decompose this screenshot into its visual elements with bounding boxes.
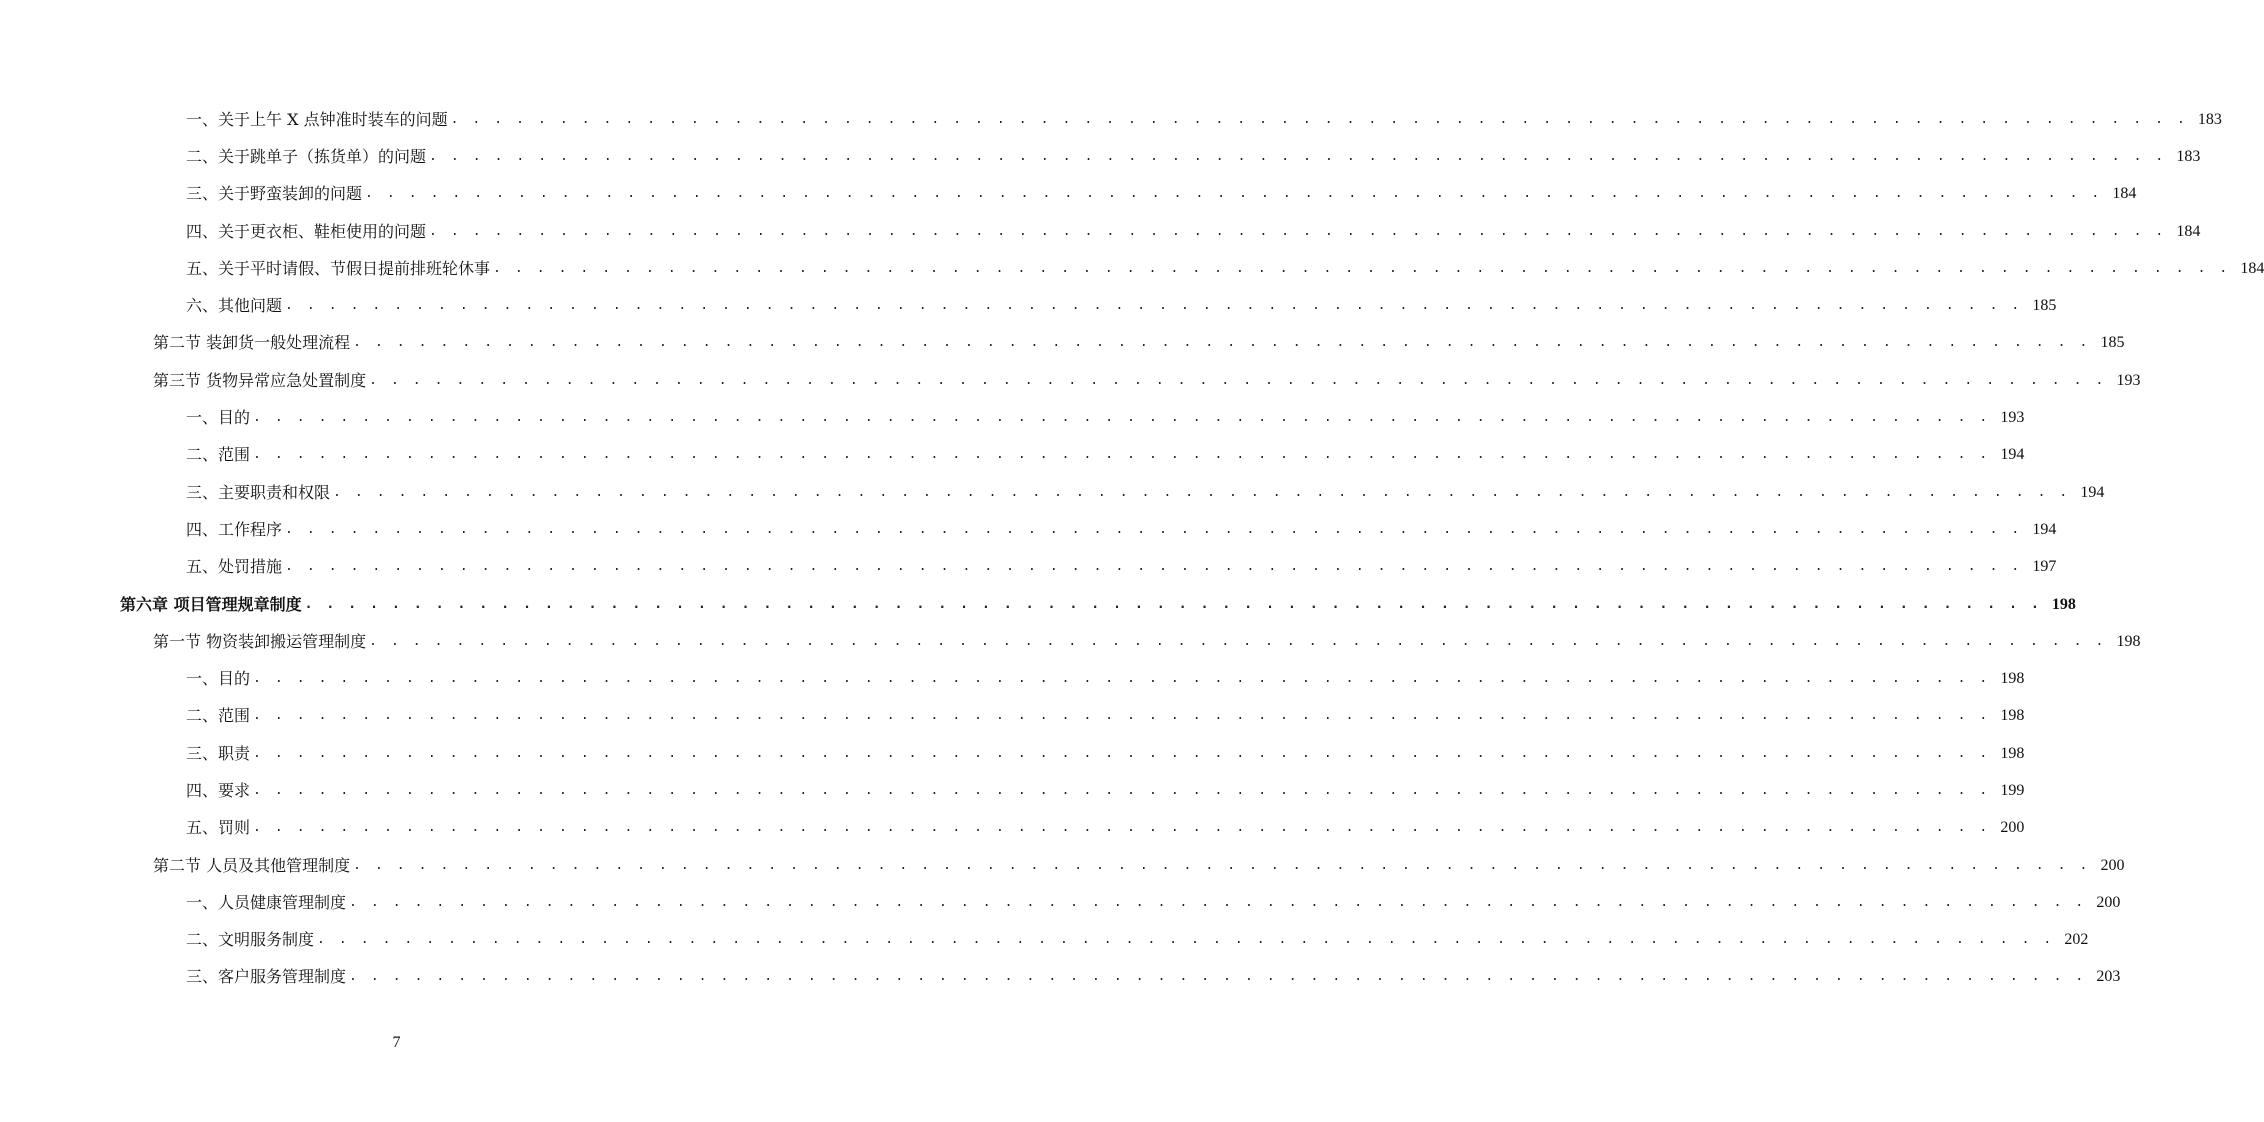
dot-leader: . . . . . . . . . . . . . . . . . . . . . . . . . . . . . . . . . . . . . . . . . . . . . . . . . . . . . . . . . . . . . . . . . . . . . . . . . . . . . . . .: [253, 671, 1991, 687]
table-of-contents: [0, 101, 2264, 996]
toc-entry-page-number: 200: [2000, 819, 2025, 837]
toc-entry-title: 一、关于上午 X 点钟准时装车的问题: [186, 110, 451, 130]
toc-entry-title: 一、目的: [186, 408, 253, 428]
toc-entry-item[interactable]: [0, 922, 2089, 959]
toc-entry-section[interactable]: [0, 362, 2141, 399]
toc-entry-page-number: 184: [2240, 259, 2264, 277]
toc-entry-title: 四、要求: [186, 781, 253, 801]
dot-leader: . . . . . . . . . . . . . . . . . . . . . . . . . . . . . . . . . . . . . . . . . . . . . . . . . . . . . . . . . . . . . . . . . . . . . . . . . . . . . . . .: [349, 894, 2087, 910]
dot-leader: . . . . . . . . . . . . . . . . . . . . . . . . . . . . . . . . . . . . . . . . . . . . . . . . . . . . . . . . . . . . . . . . . . . . . . . . . . . . . . . .: [429, 223, 2167, 239]
toc-entry-section[interactable]: [0, 847, 2125, 884]
dot-leader: . . . . . . . . . . . . . . . . . . . . . . . . . . . . . . . . . . . . . . . . . . . . . . . . . . . . . . . . . . . . . . . . . . . . . . . . . . . . . . . .: [253, 410, 1991, 426]
dot-leader: . . . . . . . . . . . . . . . . . . . . . . . . . . . . . . . . . . . . . . . . . . . . . . . . . . . . . . . . . . . . . . . . . . . . . . . . . . . . . . . .: [493, 260, 2231, 276]
toc-entry-page-number: 194: [2032, 520, 2057, 538]
dot-leader: . . . . . . . . . . . . . . . . . . . . . . . . . . . . . . . . . . . . . . . . . . . . . . . . . . . . . . . . . . . . . . . . . . . . . . . . . . . . . . . .: [353, 335, 2091, 351]
toc-entry-title: 一、目的: [186, 669, 253, 689]
toc-entry-title: 五、处罚措施: [186, 557, 285, 577]
toc-entry-title: 第三节 货物异常应急处置制度: [153, 371, 369, 391]
dot-leader: . . . . . . . . . . . . . . . . . . . . . . . . . . . . . . . . . . . . . . . . . . . . . . . . . . . . . . . . . . . . . . . . . . . . . . . . . . . . . . . .: [285, 521, 2023, 537]
dot-leader: . . . . . . . . . . . . . . . . . . . . . . . . . . . . . . . . . . . . . . . . . . . . . . . . . . . . . . . . . . . . . . . . . . . . . . . . . . . . . . . .: [285, 559, 2023, 575]
dot-leader: . . . . . . . . . . . . . . . . . . . . . . . . . . . . . . . . . . . . . . . . . . . . . . . . . . . . . . . . . . . . . . . . . . . . . . . . . . . . . . . .: [253, 708, 1991, 724]
toc-entry-item[interactable]: [0, 660, 2025, 697]
toc-entry-page-number: 198: [2000, 744, 2025, 762]
toc-entry-item[interactable]: [0, 176, 2137, 213]
dot-leader: . . . . . . . . . . . . . . . . . . . . . . . . . . . . . . . . . . . . . . . . . . . . . . . . . . . . . . . . . . . . . . . . . . . . . . . . . . . . . . . .: [253, 745, 1991, 761]
dot-leader: . . . . . . . . . . . . . . . . . . . . . . . . . . . . . . . . . . . . . . . . . . . . . . . . . . . . . . . . . . . . . . . . . . . . . . . . . . . . . . . .: [317, 932, 2055, 948]
page-number: 7: [392, 1034, 401, 1051]
toc-entry-title: 第一节 物资装卸搬运管理制度: [153, 632, 369, 652]
toc-entry-page-number: 198: [2000, 670, 2025, 688]
toc-entry-page-number: 185: [2100, 334, 2125, 352]
dot-leader: . . . . . . . . . . . . . . . . . . . . . . . . . . . . . . . . . . . . . . . . . . . . . . . . . . . . . . . . . . . . . . . . . . . . . . . . . . . . . . . .: [304, 596, 2042, 612]
toc-entry-page-number: 194: [2000, 446, 2025, 464]
dot-leader: . . . . . . . . . . . . . . . . . . . . . . . . . . . . . . . . . . . . . . . . . . . . . . . . . . . . . . . . . . . . . . . . . . . . . . . . . . . . . . . .: [369, 633, 2107, 649]
toc-entry-page-number: 183: [2197, 110, 2222, 128]
toc-entry-page-number: 198: [2116, 632, 2141, 650]
toc-entry-page-number: 193: [2000, 409, 2025, 427]
toc-entry-title: 三、客户服务管理制度: [186, 967, 349, 987]
toc-entry-title: 二、范围: [186, 445, 253, 465]
toc-entry-item[interactable]: [0, 698, 2025, 735]
toc-entry-item[interactable]: [0, 213, 2201, 250]
dot-leader: . . . . . . . . . . . . . . . . . . . . . . . . . . . . . . . . . . . . . . . . . . . . . . . . . . . . . . . . . . . . . . . . . . . . . . . . . . . . . . . .: [333, 484, 2071, 500]
toc-entry-page-number: 198: [2051, 595, 2076, 613]
toc-entry-page-number: 183: [2176, 147, 2201, 165]
dot-leader: . . . . . . . . . . . . . . . . . . . . . . . . . . . . . . . . . . . . . . . . . . . . . . . . . . . . . . . . . . . . . . . . . . . . . . . . . . . . . . . .: [353, 857, 2091, 873]
toc-entry-title: 第二节 装卸货一般处理流程: [153, 333, 353, 353]
toc-entry-item[interactable]: [0, 884, 2121, 921]
dot-leader: . . . . . . . . . . . . . . . . . . . . . . . . . . . . . . . . . . . . . . . . . . . . . . . . . . . . . . . . . . . . . . . . . . . . . . . . . . . . . . . .: [369, 372, 2107, 388]
toc-entry-item[interactable]: [0, 549, 2057, 586]
toc-entry-title: 六、其他问题: [186, 296, 285, 316]
dot-leader: . . . . . . . . . . . . . . . . . . . . . . . . . . . . . . . . . . . . . . . . . . . . . . . . . . . . . . . . . . . . . . . . . . . . . . . . . . . . . . . .: [253, 820, 1991, 836]
toc-entry-page-number: 184: [2176, 222, 2201, 240]
toc-entry-title: 五、关于平时请假、节假日提前排班轮休事: [186, 259, 493, 279]
toc-entry-item[interactable]: [0, 511, 2057, 548]
toc-entry-page-number: 203: [2096, 968, 2121, 986]
toc-entry-title: 五、罚则: [186, 818, 253, 838]
toc-entry-title: 二、文明服务制度: [186, 930, 317, 950]
toc-entry-section[interactable]: [0, 325, 2125, 362]
dot-leader: . . . . . . . . . . . . . . . . . . . . . . . . . . . . . . . . . . . . . . . . . . . . . . . . . . . . . . . . . . . . . . . . . . . . . . . . . . . . . . . .: [450, 111, 2188, 127]
toc-entry-item[interactable]: [0, 287, 2057, 324]
toc-entry-title: 三、主要职责和权限: [186, 483, 333, 503]
toc-entry-item[interactable]: [0, 437, 2025, 474]
toc-entry-item[interactable]: [0, 250, 2264, 287]
toc-entry-page-number: 202: [2064, 931, 2089, 949]
toc-entry-item[interactable]: [0, 959, 2121, 996]
toc-entry-page-number: 200: [2100, 856, 2125, 874]
toc-entry-page-number: 194: [2080, 483, 2105, 501]
toc-entry-item[interactable]: [0, 810, 2025, 847]
toc-entry-page-number: 198: [2000, 707, 2025, 725]
dot-leader: . . . . . . . . . . . . . . . . . . . . . . . . . . . . . . . . . . . . . . . . . . . . . . . . . . . . . . . . . . . . . . . . . . . . . . . . . . . . . . . .: [365, 186, 2103, 202]
dot-leader: . . . . . . . . . . . . . . . . . . . . . . . . . . . . . . . . . . . . . . . . . . . . . . . . . . . . . . . . . . . . . . . . . . . . . . . . . . . . . . . .: [253, 782, 1991, 798]
toc-entry-title: 四、工作程序: [186, 520, 285, 540]
toc-entry-title: 第六章 项目管理规章制度: [120, 595, 305, 615]
dot-leader: . . . . . . . . . . . . . . . . . . . . . . . . . . . . . . . . . . . . . . . . . . . . . . . . . . . . . . . . . . . . . . . . . . . . . . . . . . . . . . . .: [349, 969, 2087, 985]
toc-entry-title: 四、关于更衣柜、鞋柜使用的问题: [186, 222, 429, 242]
toc-entry-item[interactable]: [0, 474, 2105, 511]
dot-leader: . . . . . . . . . . . . . . . . . . . . . . . . . . . . . . . . . . . . . . . . . . . . . . . . . . . . . . . . . . . . . . . . . . . . . . . . . . . . . . . .: [429, 148, 2167, 164]
toc-entry-title: 二、关于跳单子（拣货单）的问题: [186, 147, 429, 167]
toc-entry-chapter[interactable]: [0, 586, 2076, 623]
toc-entry-item[interactable]: [0, 772, 2025, 809]
toc-entry-title: 三、关于野蛮装卸的问题: [186, 184, 365, 204]
toc-entry-title: 二、范围: [186, 706, 253, 726]
toc-entry-item[interactable]: [0, 399, 2025, 436]
toc-entry-item[interactable]: [0, 735, 2025, 772]
toc-entry-page-number: 199: [2000, 781, 2025, 799]
toc-entry-item[interactable]: [0, 101, 2222, 138]
toc-entry-title: 第二节 人员及其他管理制度: [153, 856, 353, 876]
toc-entry-page-number: 193: [2116, 371, 2141, 389]
toc-entry-title: 一、人员健康管理制度: [186, 893, 349, 913]
toc-entry-page-number: 200: [2096, 893, 2121, 911]
toc-entry-item[interactable]: [0, 138, 2201, 175]
toc-entry-page-number: 185: [2032, 297, 2057, 315]
dot-leader: . . . . . . . . . . . . . . . . . . . . . . . . . . . . . . . . . . . . . . . . . . . . . . . . . . . . . . . . . . . . . . . . . . . . . . . . . . . . . . . .: [285, 298, 2023, 314]
toc-entry-section[interactable]: [0, 623, 2141, 660]
toc-entry-page-number: 197: [2032, 558, 2057, 576]
toc-entry-page-number: 184: [2112, 185, 2137, 203]
dot-leader: . . . . . . . . . . . . . . . . . . . . . . . . . . . . . . . . . . . . . . . . . . . . . . . . . . . . . . . . . . . . . . . . . . . . . . . . . . . . . . . .: [253, 447, 1991, 463]
toc-entry-title: 三、职责: [186, 744, 253, 764]
